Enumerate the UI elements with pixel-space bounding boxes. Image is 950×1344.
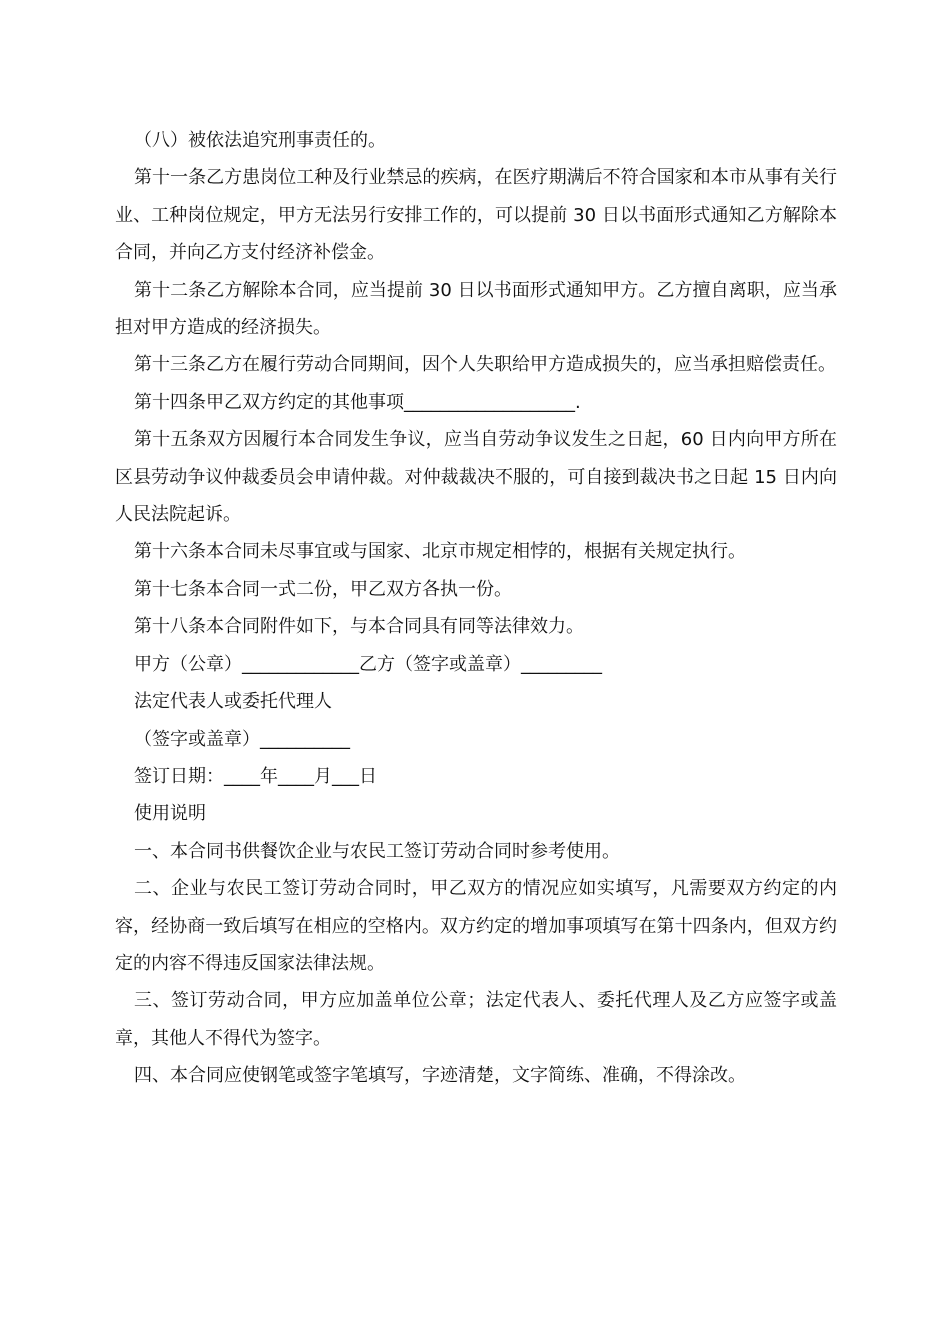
signing-date-line: 签订日期：____年____月___日 [134,765,377,787]
clause-8-item: （八）被依法追究刑事责任的。 [134,130,386,151]
article-14: 第十四条甲乙双方约定的其他事项___________________. [134,391,581,413]
signature-stamp-line: （签字或盖章）__________ [134,728,350,750]
article-13: 第十三条乙方在履行劳动合同期间，因个人失职给甲方造成损失的，应当承担赔偿责任。 [134,354,836,376]
document-body [115,122,837,1095]
article-17: 第十七条本合同一式二份，甲乙双方各执一份。 [134,578,512,600]
legal-representative-label: 法定代表人或委托代理人 [134,691,332,713]
usage-notes-heading: 使用说明 [134,803,206,825]
article-18: 第十八条本合同附件如下，与本合同具有同等法律效力。 [134,616,584,638]
usage-note-4: 四、本合同应使钢笔或签字笔填写，字迹清楚，文字简练、准确，不得涂改。 [134,1065,746,1087]
article-12: 第十二条乙方解除本合同，应当提前 30 日以书面形式通知甲方。乙方擅自离职，应当承担对甲方造成的经济损失。 [115,279,837,339]
usage-note-1: 一、本合同书供餐饮企业与农民工签订劳动合同时参考使用。 [134,840,620,862]
article-15: 第十五条双方因履行本合同发生争议，应当自劳动争议发生之日起，60 日内向甲方所在区县劳动争议仲裁委员会申请仲裁。对仲裁裁决不服的，可自接到裁决书之日起 15 日内向人民法院起诉。 [115,429,837,526]
usage-note-3: 三、签订劳动合同，甲方应加盖单位公章；法定代表人、委托代理人及乙方应签字或盖章，其他人不得代为签字。 [115,990,837,1049]
article-16: 第十六条本合同未尽事宜或与国家、北京市规定相悖的，根据有关规定执行。 [134,541,746,563]
signature-party-line: 甲方（公章）_____________乙方（签字或盖章）_________ [134,653,602,675]
article-11: 第十一条乙方患岗位工种及行业禁忌的疾病，在医疗期满后不符合国家和本市从事有关行业、工种岗位规定，甲方无法另行安排工作的，可以提前 30 日以书面形式通知乙方解除本合同，并向乙方支付经济补偿金。 [115,167,837,264]
usage-note-2: 二、企业与农民工签订劳动合同时，甲乙双方的情况应如实填写，凡需要双方约定的内容，经协商一致后填写在相应的空格内。双方约定的增加事项填写在第十四条内，但双方约定的内容不得违反国家法律法规。 [115,878,837,974]
